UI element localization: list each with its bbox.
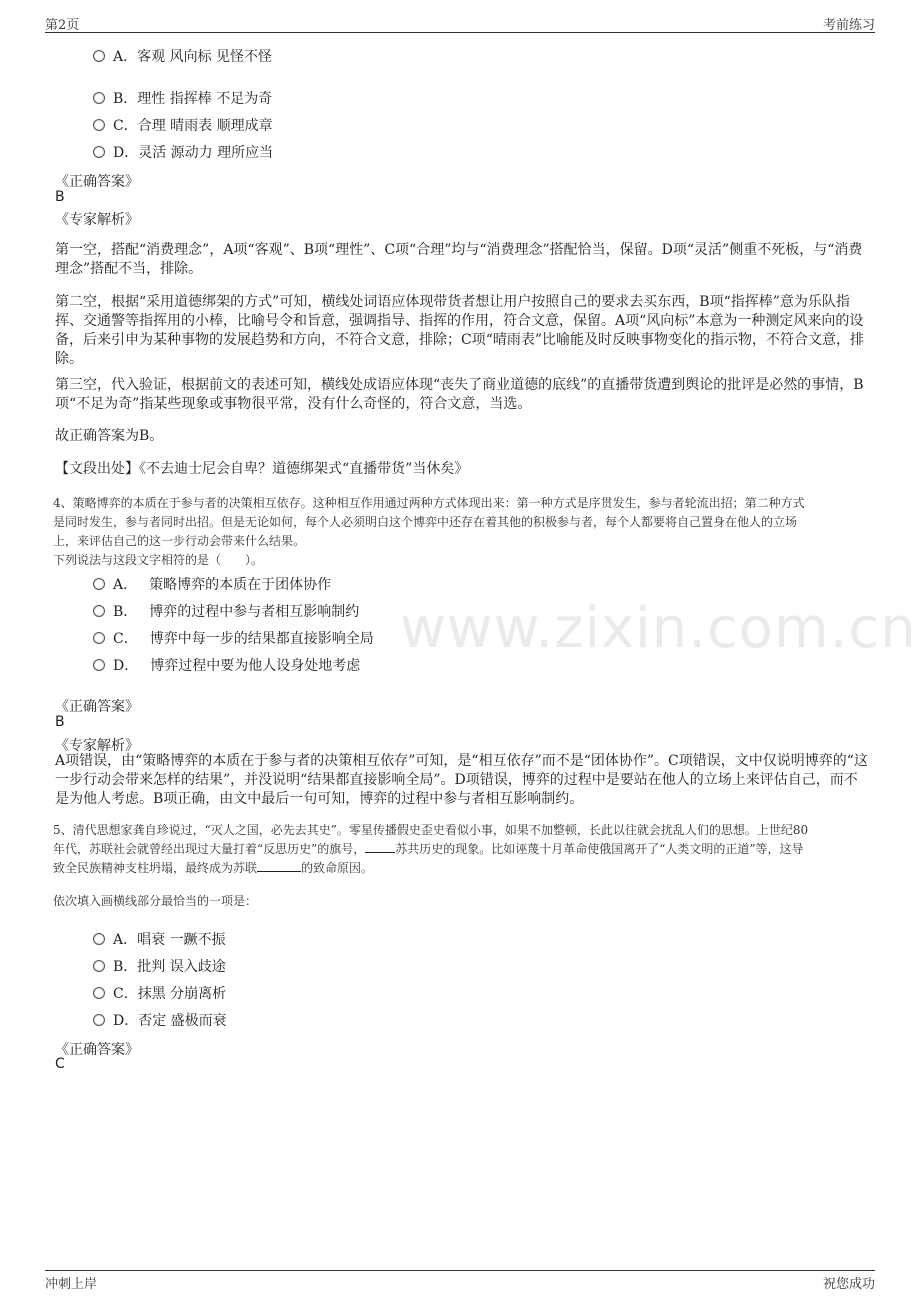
q5-stem-line (53, 840, 868, 859)
radio-icon[interactable] (93, 659, 105, 671)
q3-option-c[interactable] (93, 115, 273, 135)
radio-icon[interactable] (93, 1014, 105, 1026)
q5-option-c[interactable] (93, 983, 226, 1003)
footer-right: 祝您成功 (822, 1277, 875, 1292)
radio-icon[interactable] (93, 146, 105, 158)
q3-analysis-paragraph: 第三空，代入验证，根据前文的表述可知，横线处成语应体现“丧失了商业道德的底线”的直播带货遭到舆论的批评是必然的事情，B项“不足为奇”指某些现象或事物很平常，没有什么奇怪的，符合文意，当选。 (55, 377, 864, 412)
option-letter: D． (113, 658, 139, 674)
q5-answer-label: 《正确答案》 (55, 1042, 139, 1058)
option-text: 灵活 源动力 理所应当 (138, 145, 274, 161)
q4-analysis-label: 《专家解析》 (55, 738, 139, 754)
option-text: 博弈过程中要为他人设身处地考虑 (150, 658, 361, 674)
q4-stem-line: 上，来评估自己的这一步行动会带来什么结果。 (53, 534, 306, 548)
fill-blank-1[interactable] (365, 840, 395, 853)
radio-icon[interactable] (93, 119, 105, 131)
option-text: 理性 指挥棒 不足为奇 (137, 91, 273, 107)
q5-stem-line (53, 859, 868, 878)
header-title: 考前练习 (822, 18, 875, 33)
option-text: 博弈中每一步的结果都直接影响全局 (149, 631, 374, 647)
q4-stem-line: 是同时发生，参与者同时出招。但是无论如何，每个人必须明白这个博弈中还存在着其他的积极参与者，每个人都要将自己置身在他人的立场 (53, 515, 798, 529)
radio-icon[interactable] (93, 578, 105, 590)
page-number: 第2页 (45, 18, 80, 33)
q5-option-a[interactable] (93, 929, 226, 949)
option-text: 批判 误入歧途 (137, 959, 226, 975)
option-letter: D． (113, 145, 139, 161)
q5-prompt: 依次填入画横线部分最恰当的一项是： (53, 894, 258, 908)
q5-option-b[interactable] (93, 956, 226, 976)
page-footer (45, 1270, 875, 1295)
q3-option-a[interactable] (93, 46, 272, 66)
q4-option-d[interactable] (93, 655, 360, 675)
q3-analysis-paragraph: 第一空，搭配“消费理念”，A项“客观”、B项“理性”、C项“合理”均与“消费理念”搭配恰当，保留。D项“灵活”侧重不死板，与“消费理念”搭配不当，排除。 (55, 242, 863, 277)
option-letter: B． (113, 959, 138, 975)
option-letter: B． (113, 91, 138, 107)
q3-conclusion: 故正确答案为B。 (55, 428, 164, 444)
q5-stem-part: 的致命原因。 (301, 861, 374, 875)
q5-option-d[interactable] (93, 1010, 227, 1030)
radio-icon[interactable] (93, 92, 105, 104)
radio-icon[interactable] (93, 605, 105, 617)
fill-blank-2[interactable] (257, 859, 301, 872)
q3-answer: B (55, 189, 65, 205)
footer-left: 冲刺上岸 (45, 1277, 98, 1292)
radio-icon[interactable] (93, 960, 105, 972)
radio-icon[interactable] (93, 987, 105, 999)
watermark: www.zixin.com.cn (400, 596, 917, 661)
q3-option-d[interactable] (93, 142, 273, 162)
q4-stem (53, 494, 868, 570)
option-text: 客观 风向标 见怪不怪 (137, 49, 273, 65)
q4-option-c[interactable] (93, 628, 374, 648)
q3-analysis-label: 《专家解析》 (55, 212, 139, 228)
option-text: 唱衰 一蹶不振 (137, 932, 226, 948)
q4-question: 下列说法与这段文字相符的是（ ）。 (53, 553, 264, 567)
q5-stem-part: 致全民族精神支柱坍塌，最终成为苏联 (53, 861, 258, 875)
q4-stem-line: 4、策略博弈的本质在于参与者的决策相互依存。这种相互作用通过两种方式体现出来：第一种方式是序贯发生，参与者轮流出招；第二种方式 (53, 496, 805, 510)
radio-icon[interactable] (93, 933, 105, 945)
q5-stem (53, 821, 868, 878)
option-text: 博弈的过程中参与者相互影响制约 (149, 604, 360, 620)
option-text: 抹黑 分崩离析 (137, 986, 227, 1002)
q3-option-b[interactable] (93, 88, 272, 108)
q3-analysis-paragraph: 第二空，根据“采用道德绑架的方式”可知，横线处词语应体现带货者想让用户按照自己的要求去买东西，B项“指挥棒”意为乐队指挥、交通警等指挥用的小棒，比喻号令和旨意，强调指导、指挥的作用，符合文意，保留。A项“风向标”本意为一种测定风来向的设备，后来引申为某种事物的发展趋势和方向，不符合文意，排除；C项“晴雨表”比喻能及时反映事物变化的指示物，不符合文意，排除。 (55, 294, 865, 367)
option-text: 合理 晴雨表 顺理成章 (137, 118, 273, 134)
option-letter: C． (113, 986, 138, 1002)
q5-stem-part: 年代，苏联社会就曾经出现过大量打着“反思历史”的旗号， (53, 842, 366, 856)
radio-icon[interactable] (93, 632, 105, 644)
option-letter: C． (113, 118, 138, 134)
option-text: 策略博弈的本质在于团体协作 (149, 577, 332, 593)
page-header (45, 12, 875, 33)
q3-answer-label: 《正确答案》 (55, 174, 139, 190)
option-text: 否定 盛极而衰 (138, 1013, 227, 1029)
option-letter: A． (113, 932, 138, 948)
q5-stem-line: 5、清代思想家龚自珍说过，“灭人之国，必先去其史”。零星传播假史歪史看似小事，如果不加整顿，长此以往就会扰乱人们的思想。上世纪80 (53, 823, 809, 837)
q4-analysis: A项错误，由“策略博弈的本质在于参与者的决策相互依存”可知，是“相互依存”而不是“团体协作”。C项错误，文中仅说明博弈的“这一步行动会带来怎样的结果”，并没说明“结果都直接影响全局”。D项错误，博弈的过程中是要站在他人的立场上来评估自己，而不是为他人考虑。B项正确，由文中最后一句可知，博弈的过程中参与者相互影响制约。 (55, 753, 868, 807)
q4-option-a[interactable] (93, 574, 331, 594)
q3-source: 【文段出处】《不去迪士尼会自卑？道德绑架式“直播带货”当休矣》 (55, 461, 469, 477)
option-letter: A． (113, 577, 138, 593)
q5-stem-part: 苏共历史的现象。比如诬蔑十月革命使俄国离开了“人类文明的正道”等，这导 (395, 842, 804, 856)
q4-option-b[interactable] (93, 601, 359, 621)
q4-answer: B (55, 714, 65, 730)
option-letter: A． (113, 49, 138, 65)
q4-answer-label: 《正确答案》 (55, 699, 139, 715)
option-letter: C． (113, 631, 138, 647)
radio-icon[interactable] (93, 50, 105, 62)
q5-answer: C (55, 1056, 65, 1072)
option-letter: D． (113, 1013, 139, 1029)
option-letter: B． (113, 604, 138, 620)
